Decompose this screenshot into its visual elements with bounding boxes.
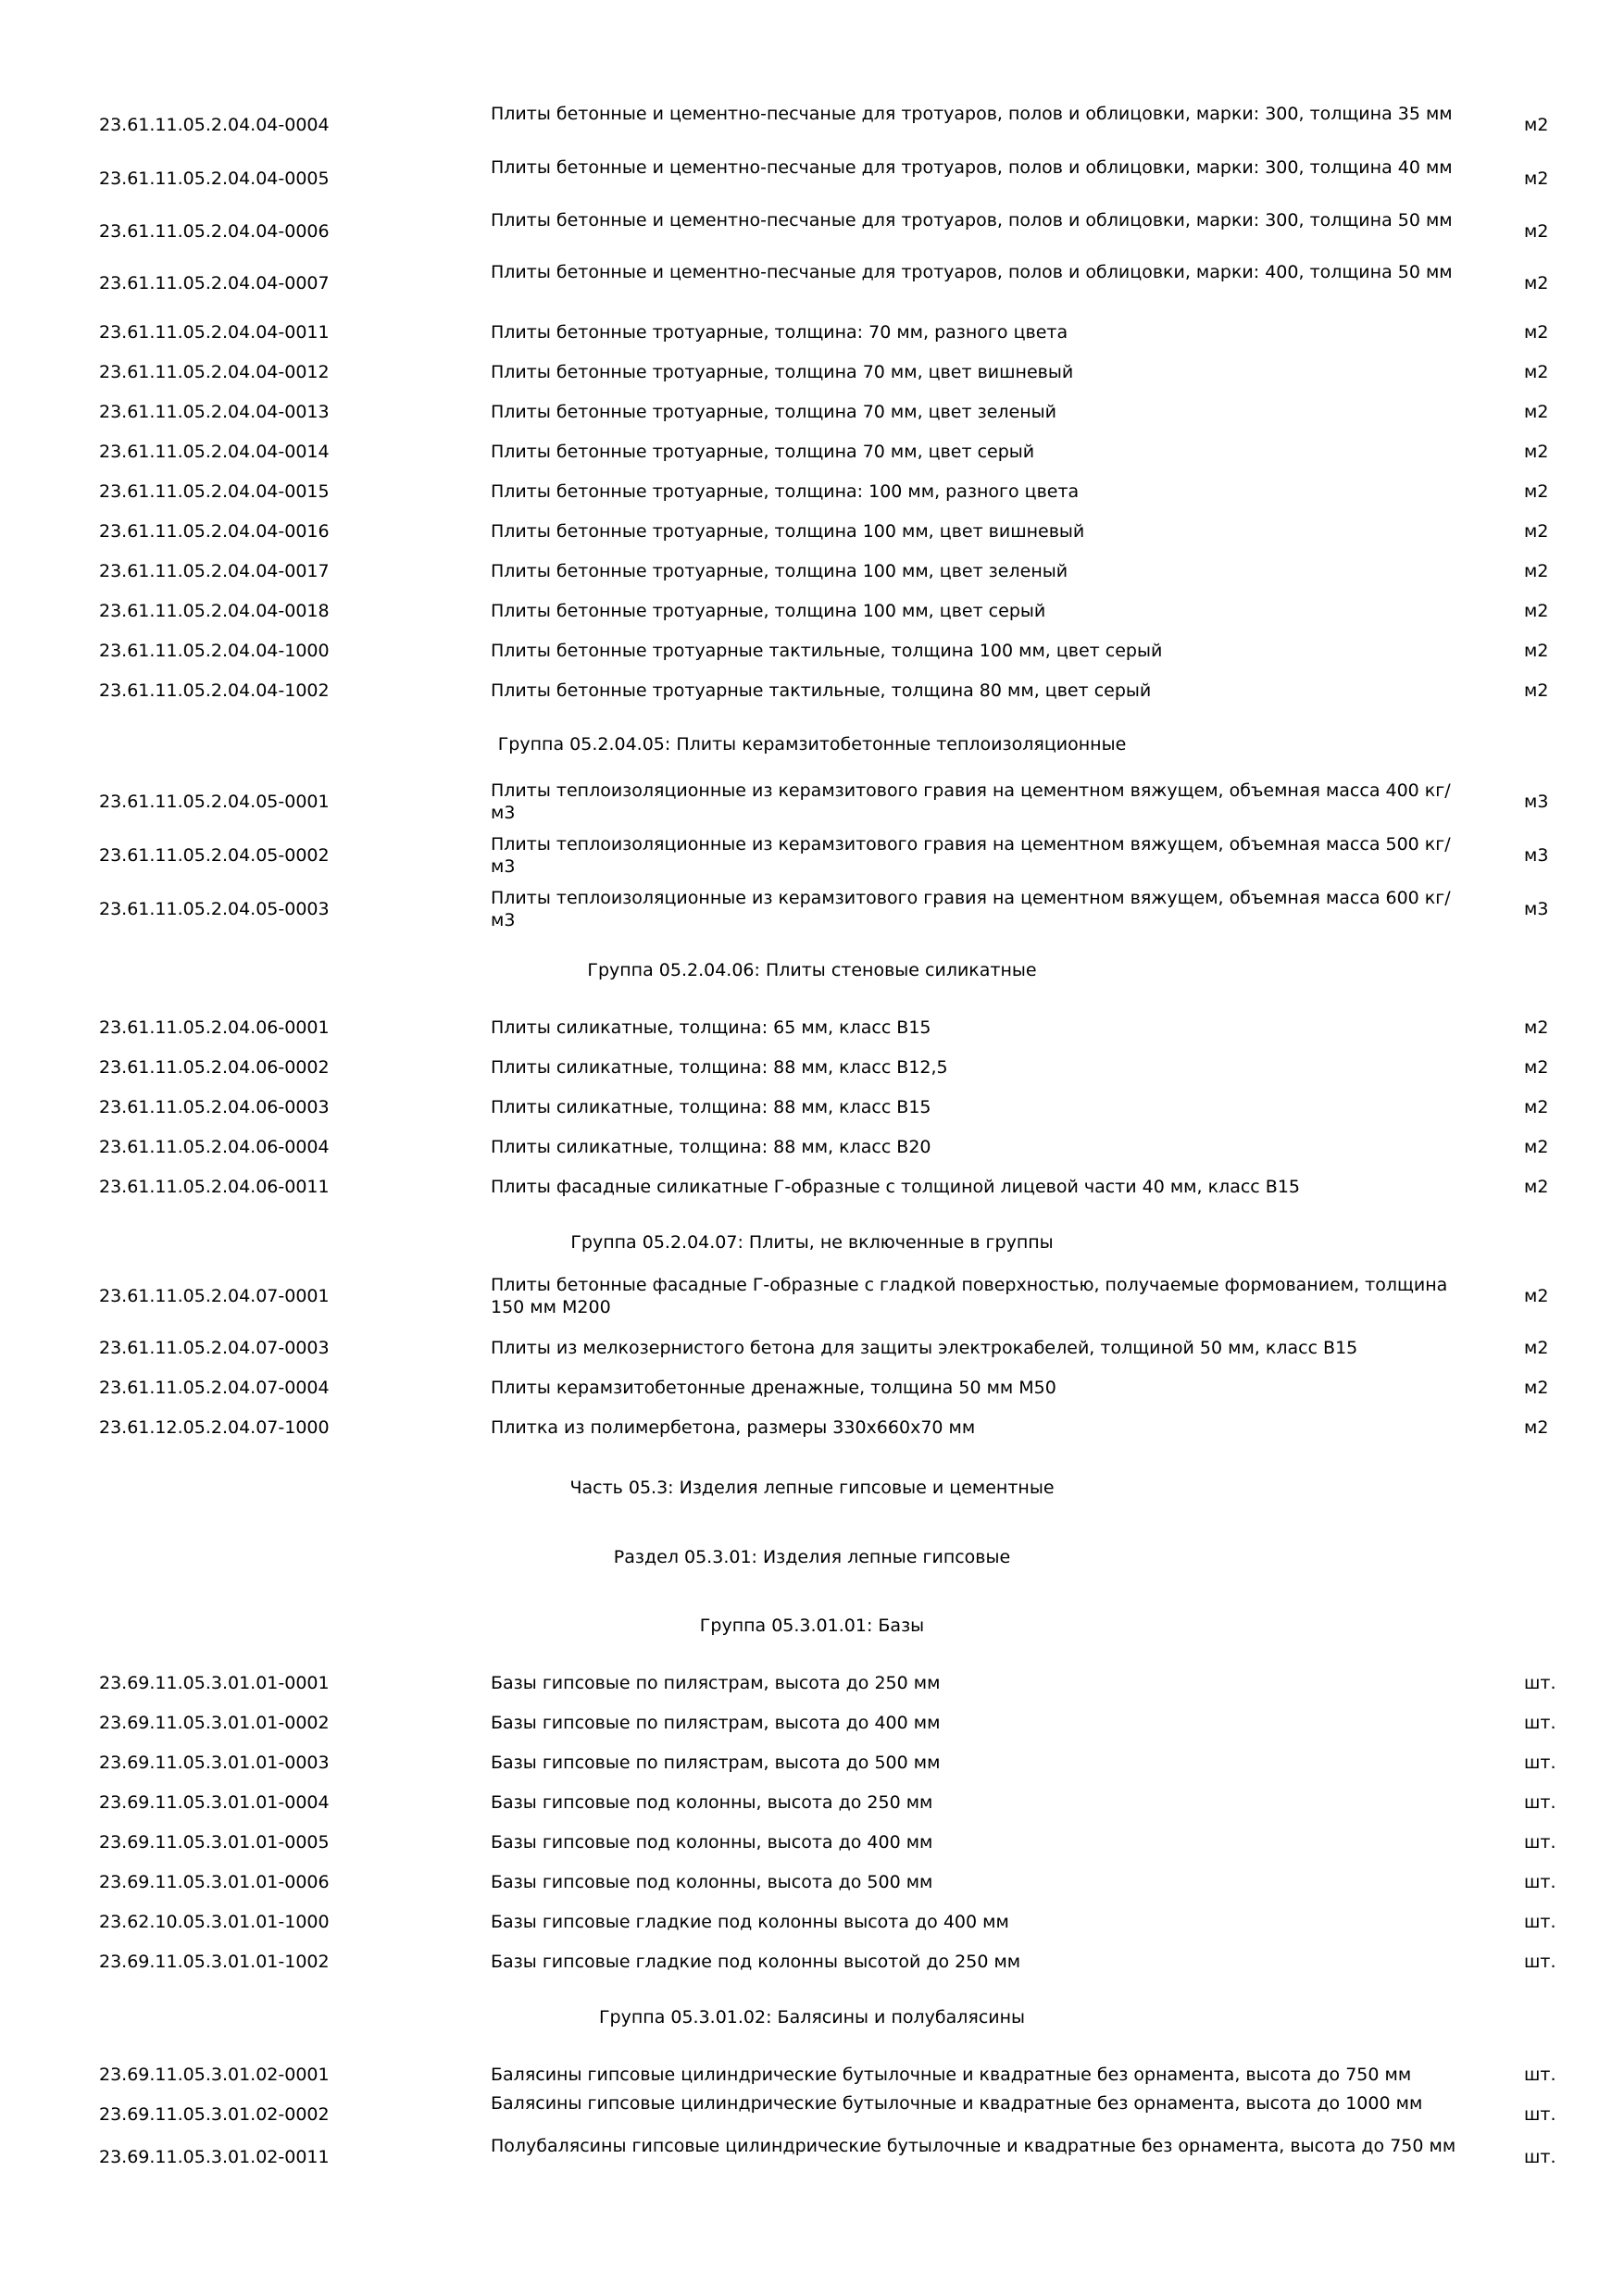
resource-description: Полубалясины гипсовые цилиндрические бутылочные и квадратные без орнамента, высота до 750 мм [491, 2136, 1456, 2156]
resource-description: Плиты бетонные тротуарные, толщина 100 мм, цвет зеленый [491, 561, 1068, 581]
resource-description: Базы гипсовые под колонны, высота до 250 мм [491, 1792, 933, 1813]
resource-code: 23.61.11.05.2.04.04-0015 [99, 481, 330, 502]
resource-code: 23.61.11.05.2.04.06-0001 [99, 1017, 330, 1038]
resource-code: 23.61.11.05.2.04.04-0007 [99, 273, 330, 293]
resource-code: 23.69.11.05.3.01.01-0005 [99, 1832, 330, 1853]
unit-of-measure: м2 [1524, 481, 1549, 502]
section-heading: Группа 05.3.01.02: Балясины и полубалясины [598, 2007, 1026, 2028]
resource-code: 23.61.11.05.2.04.07-0001 [99, 1286, 330, 1306]
unit-of-measure: м2 [1524, 521, 1549, 542]
resource-description: Плиты бетонные тротуарные, толщина 70 мм, цвет вишневый [491, 362, 1074, 382]
resource-code: 23.69.11.05.3.01.01-0001 [99, 1673, 330, 1693]
unit-of-measure: м2 [1524, 1017, 1549, 1038]
resource-code: 23.62.10.05.3.01.01-1000 [99, 1912, 330, 1932]
unit-of-measure: шт. [1524, 1872, 1556, 1892]
resource-description: Базы гипсовые по пилястрам, высота до 400 мм [491, 1713, 941, 1733]
unit-of-measure: м2 [1524, 115, 1549, 135]
resource-code: 23.61.11.05.2.04.07-0003 [99, 1338, 330, 1358]
section-heading: Группа 05.2.04.05: Плиты керамзитобетонные теплоизоляционные [497, 734, 1127, 755]
resource-description: Балясины гипсовые цилиндрические бутылочные и квадратные без орнамента, высота до 750 мм [491, 2065, 1412, 2085]
resource-code: 23.61.11.05.2.04.06-0003 [99, 1097, 330, 1117]
unit-of-measure: м3 [1524, 845, 1549, 866]
unit-of-measure: шт. [1524, 1832, 1556, 1853]
section-heading: Часть 05.3: Изделия лепные гипсовые и цементные [569, 1478, 1055, 1498]
resource-description: Плиты бетонные тротуарные, толщина 70 мм, цвет серый [491, 442, 1035, 462]
resource-code: 23.61.11.05.2.04.05-0003 [99, 899, 330, 919]
unit-of-measure: шт. [1524, 1753, 1556, 1773]
unit-of-measure: м2 [1524, 168, 1549, 189]
resource-description: Плиты бетонные и цементно-песчаные для тротуаров, полов и облицовки, марки: 300, толщина 40 мм [491, 157, 1453, 178]
resource-description: Плиты бетонные и цементно-песчаные для тротуаров, полов и облицовки, марки: 300, толщина 50 мм [491, 210, 1453, 231]
unit-of-measure: м2 [1524, 1286, 1549, 1306]
section-heading: Раздел 05.3.01: Изделия лепные гипсовые [613, 1547, 1011, 1567]
resource-description: Плиты бетонные тротуарные тактильные, толщина 100 мм, цвет серый [491, 641, 1163, 661]
resource-code: 23.61.11.05.2.04.04-0011 [99, 322, 330, 343]
unit-of-measure: м2 [1524, 641, 1549, 661]
resource-description: Плиты из мелкозернистого бетона для защиты электрокабелей, толщиной 50 мм, класс В15 [491, 1338, 1358, 1358]
resource-description: Плиты силикатные, толщина: 88 мм, класс В15 [491, 1097, 931, 1117]
resource-code: 23.61.11.05.2.04.06-0011 [99, 1177, 330, 1197]
resource-description: Плиты силикатные, толщина: 65 мм, класс В15 [491, 1017, 931, 1038]
unit-of-measure: м2 [1524, 1177, 1549, 1197]
resource-description: Плиты силикатные, толщина: 88 мм, класс В12,5 [491, 1057, 948, 1078]
resource-code: 23.61.11.05.2.04.04-0006 [99, 221, 330, 242]
resource-description: Плиты теплоизоляционные из керамзитового гравия на цементном вяжущем, объемная масса 600 кг/м3 [491, 888, 1451, 930]
unit-of-measure: м2 [1524, 1378, 1549, 1398]
resource-code: 23.69.11.05.3.01.01-0004 [99, 1792, 330, 1813]
resource-description: Плиты силикатные, толщина: 88 мм, класс В20 [491, 1137, 931, 1157]
unit-of-measure: м2 [1524, 561, 1549, 581]
unit-of-measure: м2 [1524, 1057, 1549, 1078]
resource-description: Базы гипсовые по пилястрам, высота до 250 мм [491, 1673, 941, 1693]
unit-of-measure: м2 [1524, 442, 1549, 462]
resource-code: 23.61.11.05.2.04.05-0001 [99, 792, 330, 812]
section-heading: Группа 05.2.04.06: Плиты стеновые силикатные [587, 960, 1037, 980]
unit-of-measure: м2 [1524, 1097, 1549, 1117]
unit-of-measure: шт. [1524, 1912, 1556, 1932]
resource-description: Базы гипсовые гладкие под колонны высотой до 250 мм [491, 1952, 1021, 1972]
resource-code: 23.61.11.05.2.04.04-0005 [99, 168, 330, 189]
resource-description: Плиты бетонные тротуарные, толщина: 100 мм, разного цвета [491, 481, 1080, 502]
unit-of-measure: м2 [1524, 1137, 1549, 1157]
resource-description: Базы гипсовые под колонны, высота до 500 мм [491, 1872, 933, 1892]
unit-of-measure: шт. [1524, 1792, 1556, 1813]
resource-description: Базы гипсовые по пилястрам, высота до 500 мм [491, 1753, 941, 1773]
resource-description: Плиты бетонные и цементно-песчаные для тротуаров, полов и облицовки, марки: 400, толщина 50 мм [491, 262, 1453, 282]
resource-description: Плиты теплоизоляционные из керамзитового гравия на цементном вяжущем, объемная масса 500 кг/м3 [491, 834, 1451, 877]
resource-description: Плиты бетонные тротуарные, толщина: 70 мм, разного цвета [491, 322, 1068, 343]
unit-of-measure: шт. [1524, 1673, 1556, 1693]
unit-of-measure: м2 [1524, 402, 1549, 422]
unit-of-measure: шт. [1524, 1952, 1556, 1972]
resource-code: 23.61.11.05.2.04.04-0016 [99, 521, 330, 542]
resource-description: Плиты бетонные фасадные Г-образные с гладкой поверхностью, получаемые формованием, толщина 150 мм М200 [491, 1275, 1448, 1317]
resource-description: Плиты бетонные и цементно-песчаные для тротуаров, полов и облицовки, марки: 300, толщина 35 мм [491, 104, 1453, 124]
resource-code: 23.61.11.05.2.04.04-0013 [99, 402, 330, 422]
resource-code: 23.61.12.05.2.04.07-1000 [99, 1417, 330, 1438]
unit-of-measure: шт. [1524, 1713, 1556, 1733]
section-heading: Группа 05.3.01.01: Базы [699, 1616, 925, 1636]
resource-description: Базы гипсовые под колонны, высота до 400 мм [491, 1832, 933, 1853]
resource-code: 23.61.11.05.2.04.04-0004 [99, 115, 330, 135]
resource-code: 23.61.11.05.2.04.04-0012 [99, 362, 330, 382]
section-heading: Группа 05.2.04.07: Плиты, не включенные в группы [570, 1232, 1054, 1253]
unit-of-measure: м2 [1524, 362, 1549, 382]
unit-of-measure: шт. [1524, 2104, 1556, 2125]
unit-of-measure: м2 [1524, 1338, 1549, 1358]
resource-description: Плиты фасадные силикатные Г-образные с толщиной лицевой части 40 мм, класс В15 [491, 1177, 1300, 1197]
resource-description: Базы гипсовые гладкие под колонны высота до 400 мм [491, 1912, 1009, 1932]
resource-code: 23.69.11.05.3.01.01-0006 [99, 1872, 330, 1892]
resource-code: 23.69.11.05.3.01.02-0011 [99, 2147, 330, 2167]
unit-of-measure: шт. [1524, 2147, 1556, 2167]
unit-of-measure: м3 [1524, 899, 1549, 919]
unit-of-measure: м2 [1524, 273, 1549, 293]
resource-code: 23.61.11.05.2.04.04-1002 [99, 680, 330, 701]
resource-code: 23.61.11.05.2.04.07-0004 [99, 1378, 330, 1398]
resource-description: Плиты теплоизоляционные из керамзитового гравия на цементном вяжущем, объемная масса 400 кг/м3 [491, 780, 1451, 823]
resource-description: Плиты бетонные тротуарные, толщина 70 мм, цвет зеленый [491, 402, 1056, 422]
unit-of-measure: м2 [1524, 221, 1549, 242]
resource-code: 23.69.11.05.3.01.01-1002 [99, 1952, 330, 1972]
resource-code: 23.61.11.05.2.04.04-0017 [99, 561, 330, 581]
resource-code: 23.69.11.05.3.01.02-0002 [99, 2104, 330, 2125]
resource-description: Балясины гипсовые цилиндрические бутылочные и квадратные без орнамента, высота до 1000 мм [491, 2093, 1423, 2114]
resource-code: 23.61.11.05.2.04.06-0002 [99, 1057, 330, 1078]
resource-description: Плиты керамзитобетонные дренажные, толщина 50 мм М50 [491, 1378, 1056, 1398]
resource-code: 23.69.11.05.3.01.02-0001 [99, 2065, 330, 2085]
unit-of-measure: м2 [1524, 322, 1549, 343]
unit-of-measure: м2 [1524, 601, 1549, 621]
resource-code: 23.61.11.05.2.04.04-0014 [99, 442, 330, 462]
resource-description: Плитка из полимербетона, размеры 330х660х70 мм [491, 1417, 976, 1438]
unit-of-measure: м2 [1524, 1417, 1549, 1438]
resource-code: 23.61.11.05.2.04.06-0004 [99, 1137, 330, 1157]
resource-code: 23.69.11.05.3.01.01-0003 [99, 1753, 330, 1773]
resource-code: 23.61.11.05.2.04.04-1000 [99, 641, 330, 661]
resource-description: Плиты бетонные тротуарные тактильные, толщина 80 мм, цвет серый [491, 680, 1152, 701]
unit-of-measure: м3 [1524, 792, 1549, 812]
resource-code: 23.61.11.05.2.04.04-0018 [99, 601, 330, 621]
unit-of-measure: шт. [1524, 2065, 1556, 2085]
resource-description: Плиты бетонные тротуарные, толщина 100 мм, цвет серый [491, 601, 1046, 621]
resource-code: 23.69.11.05.3.01.01-0002 [99, 1713, 330, 1733]
resource-code: 23.61.11.05.2.04.05-0002 [99, 845, 330, 866]
resource-description: Плиты бетонные тротуарные, толщина 100 мм, цвет вишневый [491, 521, 1085, 542]
unit-of-measure: м2 [1524, 680, 1549, 701]
